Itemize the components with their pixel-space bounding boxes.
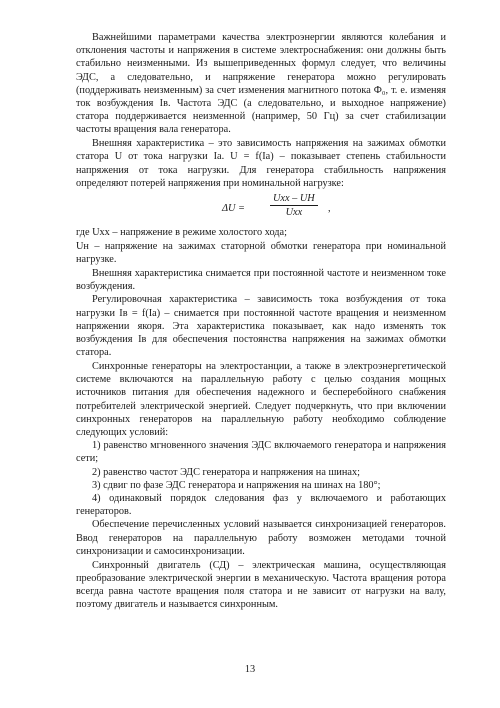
list-item: 1) равенство мгновенного значения ЭДС включаемого генератора и напряжения сети;: [76, 440, 446, 465]
voltage-loss-formula: [76, 190, 446, 226]
list-item: 3) сдвиг по фазе ЭДС генератора и напряжения на шинах на 180°;: [92, 479, 381, 491]
paragraph-parallel-operation: Синхронные генераторы на электростанции, а также в электроэнергетической системе включаются на параллельную работу с целью создания мощных источников питания для обеспечения надежного и бесперебойного снабжения потребителей электрической энергией. Следует подчеркнуть, что при включении синхронных генераторов на параллельную работу необходимо соблюдение следующих условий:: [76, 360, 446, 438]
formula-comma: ,: [328, 202, 331, 214]
paragraph-external-characteristic: Внешняя характеристика – это зависимость напряжения на зажимах обмотки статора U от тока нагрузки Iа. U = f(Iа) – показывает степень стабильности напряжения от тока нагрузки. Для генератора стабильность напряжения определяют потерей напряжения при номинальной нагрузке:: [76, 138, 446, 189]
paragraph-synchronization: Обеспечение перечисленных условий называется синхронизацией генераторов. Ввод генераторов на параллельную работу возможен методами точной синхронизации и самосинхронизации.: [76, 519, 446, 557]
paragraph-regulating-characteristic: Регулировочная характеристика – зависимость тока возбуждения от тока нагрузки Iв = f(Iа) – снимается при постоянной частоте вращения и неизменном напряжении якоря. Эта характеристика показывает, как надо изменять ток возбуждения Iв для обеспечения постоянства напряжения на зажимах обмотки статора.: [76, 294, 446, 359]
definition-uxx: где Uхх – напряжение в режиме холостого хода;: [76, 226, 287, 238]
list-item: 4) одинаковый порядок следования фаз у включаемого и работающих генераторов.: [76, 493, 446, 518]
formula-denominator: Uxx: [285, 206, 303, 218]
paragraph-quality: Важнейшими параметрами качества электроэнергии являются колебания и отклонения частоты и напряжения в системе электроснабжения: они должны быть стабильно неизменными. Из вышеприведенных формул следует, что величины ЭДС, а следовательно, и напряжение генератора можно регулировать (поддерживать неизменным) за счет изменения магнитного потока Ф₀, т. е. изменяя ток возбуждения Iв. Частота ЭДС (а следовательно, и выходное напряжение) статора поддерживается неизменной (например, 50 Гц) за счет стабилизации частоты вращения вала генератора.: [76, 32, 446, 136]
body-text: [76, 31, 446, 611]
formula-numerator: Uxx – UH: [270, 192, 318, 206]
page-number: 13: [244, 664, 256, 675]
definition-un: Uн – напряжение на зажимах статорной обмотки генератора при номинальной нагрузке.: [76, 240, 446, 265]
formula-fraction: [270, 192, 318, 220]
paragraph-external-measured: Внешняя характеристика снимается при постоянной частоте и неизменном токе возбуждения.: [76, 267, 446, 292]
paragraph-synchronous-motor: Синхронный двигатель (СД) – электрическая машина, осуществляющая преобразование электрической энергии в механическую. Частота вращения ротора всегда равна частоте вращения поля статора и не зависит от нагрузки на валу, поэтому двигатель и называется синхронным.: [76, 559, 446, 611]
list-item: 2) равенство частот ЭДС генератора и напряжения на шинах;: [92, 466, 360, 478]
formula-lhs: ΔU =: [222, 202, 246, 214]
